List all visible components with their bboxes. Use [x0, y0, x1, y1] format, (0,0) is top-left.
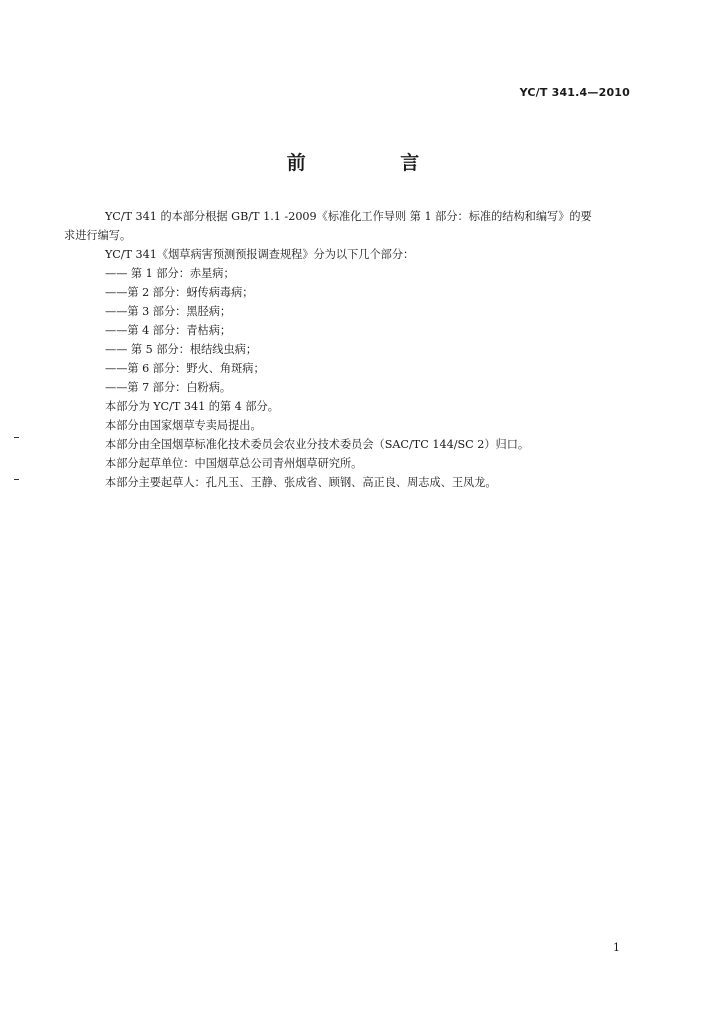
page-title: 前 言 [286, 152, 464, 174]
margin-mark [14, 437, 19, 438]
drafting-unit-statement: 本部分起草单位：中国烟草总公司青州烟草研究所。 [105, 457, 363, 470]
list-item: ——第 6 部分：野火、角斑病； [105, 362, 265, 375]
proposed-by-statement: 本部分由国家烟草专卖局提出。 [105, 419, 262, 432]
margin-mark [14, 479, 19, 480]
centralized-by-statement: 本部分由全国烟草标准化技术委员会农业分技术委员会（SAC/TC 144/SC 2）归口。 [105, 438, 530, 451]
list-item: —— 第 1 部分：赤星病； [105, 267, 235, 280]
list-item: ——第 2 部分：蚜传病毒病； [105, 286, 254, 299]
page-number: 1 [613, 941, 620, 954]
parts-intro: YC/T 341《烟草病害预测预报调查规程》分为以下几个部分： [105, 248, 415, 261]
foreword-body [64, 207, 636, 492]
list-item: —— 第 5 部分：根结线虫病； [105, 343, 258, 356]
intro-paragraph-line2: 求进行编写。 [64, 229, 132, 242]
main-drafters-statement: 本部分主要起草人：孔凡玉、王静、张成省、顾钢、高正良、周志成、王凤龙。 [105, 476, 497, 489]
this-part-statement: 本部分为 YC/T 341 的第 4 部分。 [105, 400, 279, 413]
standard-code: YC/T 341.4—2010 [519, 86, 630, 99]
list-item: ——第 7 部分：白粉病。 [105, 381, 232, 394]
intro-paragraph-line1: YC/T 341 的本部分根据 GB/T 1.1 -2009《标准化工作导则 第 1 部分：标准的结构和编写》的要 [105, 210, 592, 223]
list-item: ——第 4 部分：青枯病； [105, 324, 232, 337]
list-item: ——第 3 部分：黑胫病； [105, 305, 232, 318]
